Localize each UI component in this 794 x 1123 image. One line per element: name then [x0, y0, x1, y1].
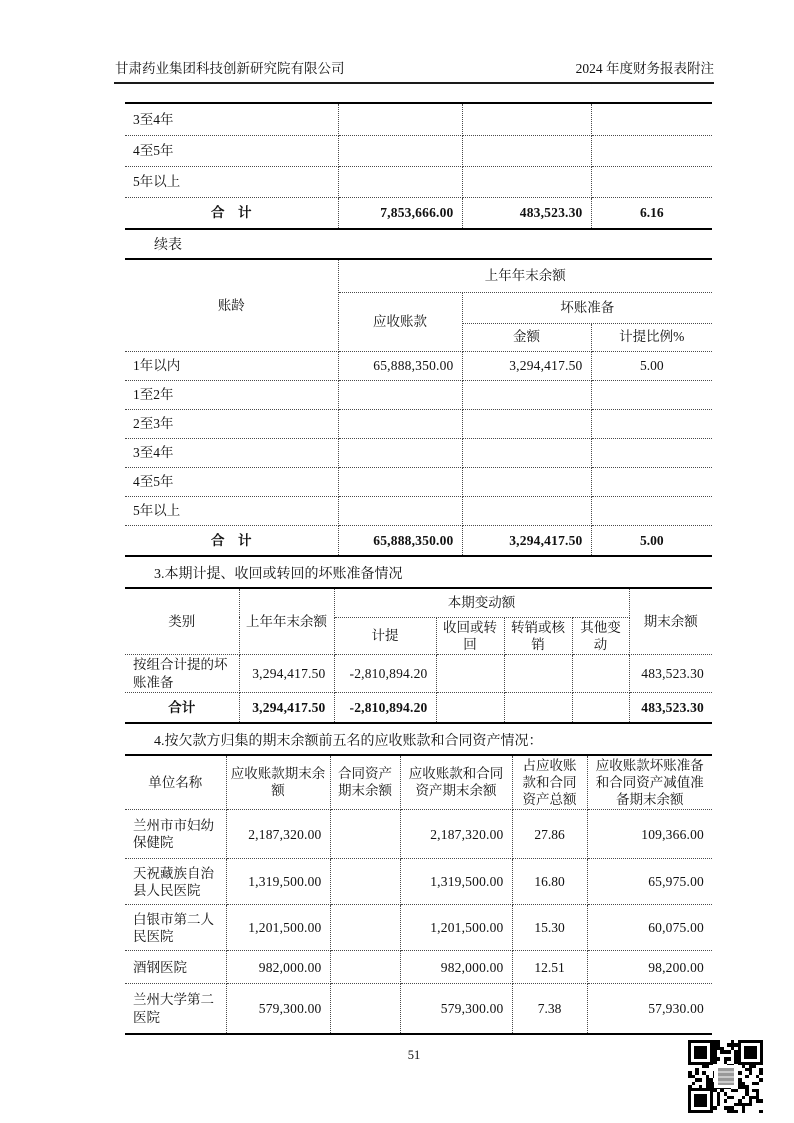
table — [125, 756, 712, 1033]
bad-debt-amount-cell — [462, 166, 591, 197]
accrual-cell: -2,810,894.20 — [334, 655, 436, 693]
bad-debt-amount-cell — [462, 380, 591, 409]
qr-finder-icon — [688, 1040, 713, 1065]
header-company: 甘肃药业集团科技创新研究院有限公司 — [115, 61, 345, 76]
table-row — [125, 351, 712, 380]
col-header-other-change: 其他变动 — [572, 617, 629, 655]
col-header-combined-ending: 应收账款和合同资产期末余额 — [400, 756, 512, 810]
accrual-total-cell: -2,810,894.20 — [334, 693, 436, 722]
unit-name-cell: 兰州大学第二医院 — [125, 984, 226, 1033]
ratio-cell: 5.00 — [591, 351, 712, 380]
percentage-cell: 16.80 — [512, 859, 587, 905]
col-header-ending-balance: 期末余额 — [629, 589, 712, 655]
contract-ending-cell — [330, 984, 400, 1033]
combined-ending-cell: 1,201,500.00 — [400, 905, 512, 951]
other-change-cell — [572, 655, 629, 693]
writeoff-cell — [504, 655, 572, 693]
ratio-total-cell: 5.00 — [591, 525, 712, 555]
ratio-cell — [591, 135, 712, 166]
ar-amount-cell — [338, 166, 462, 197]
col-header-category: 类别 — [125, 589, 239, 655]
table-row — [125, 380, 712, 409]
aging-label-cell: 3至4年 — [125, 438, 338, 467]
col-header-percentage: 占应收账款和合同资产总额 — [512, 756, 587, 810]
percentage-cell: 27.86 — [512, 810, 587, 859]
top-debtors-table — [125, 754, 712, 1035]
bad-debt-amount-cell — [462, 467, 591, 496]
table-row — [125, 655, 712, 693]
col-header-ar-ending: 应收账款期末余额 — [226, 756, 330, 810]
combined-ending-cell: 579,300.00 — [400, 984, 512, 1033]
table-row — [125, 496, 712, 525]
total-label-cell: 合 计 — [125, 525, 338, 555]
aging-label-cell: 2至3年 — [125, 409, 338, 438]
total-row — [125, 693, 712, 722]
table — [125, 260, 712, 555]
col-header-accrual: 计提 — [334, 617, 436, 655]
unit-name-cell: 酒钢医院 — [125, 951, 226, 984]
prior-year-cell: 3,294,417.50 — [239, 655, 334, 693]
table-row — [125, 859, 712, 905]
ratio-cell — [591, 166, 712, 197]
combined-ending-cell: 1,319,500.00 — [400, 859, 512, 905]
combined-ending-cell: 982,000.00 — [400, 951, 512, 984]
ar-amount-cell — [338, 467, 462, 496]
contract-ending-cell — [330, 951, 400, 984]
provision-ending-cell: 98,200.00 — [587, 951, 712, 984]
document-page — [114, 0, 714, 1123]
contract-ending-cell — [330, 810, 400, 859]
header-row — [125, 589, 712, 617]
continuation-note: 续表 — [154, 238, 182, 253]
aging-table-current-continued — [125, 102, 712, 230]
col-header-ar: 应收账款 — [338, 292, 462, 351]
ar-amount-cell: 65,888,350.00 — [338, 351, 462, 380]
total-row — [125, 197, 712, 228]
col-group-bad-debt: 坏账准备 — [462, 292, 712, 323]
total-row — [125, 525, 712, 555]
recover-cell — [436, 655, 504, 693]
aging-label-cell: 1年以内 — [125, 351, 338, 380]
aging-label-cell: 4至5年 — [125, 467, 338, 496]
col-group-prior-year: 上年年末余额 — [338, 260, 712, 292]
header-row — [125, 756, 712, 810]
ar-total-cell: 65,888,350.00 — [338, 525, 462, 555]
col-header-unit-name: 单位名称 — [125, 756, 226, 810]
col-header-aging: 账龄 — [125, 260, 338, 351]
col-header-contract-ending: 合同资产期末余额 — [330, 756, 400, 810]
aging-label-cell: 5年以上 — [125, 496, 338, 525]
col-header-amount: 金额 — [462, 323, 591, 351]
table-row — [125, 467, 712, 496]
other-change-total-cell — [572, 693, 629, 722]
percentage-cell: 15.30 — [512, 905, 587, 951]
ar-amount-cell — [338, 438, 462, 467]
provision-ending-cell: 60,075.00 — [587, 905, 712, 951]
aging-label-cell: 5年以上 — [125, 166, 338, 197]
ar-ending-cell: 579,300.00 — [226, 984, 330, 1033]
ratio-cell — [591, 409, 712, 438]
provision-ending-cell: 109,366.00 — [587, 810, 712, 859]
col-group-period-change: 本期变动额 — [334, 589, 629, 617]
recover-total-cell — [436, 693, 504, 722]
provision-ending-cell: 57,930.00 — [587, 984, 712, 1033]
ratio-cell — [591, 467, 712, 496]
qr-finder-icon — [738, 1040, 763, 1065]
combined-ending-cell: 2,187,320.00 — [400, 810, 512, 859]
ar-ending-cell: 2,187,320.00 — [226, 810, 330, 859]
bad-debt-amount-cell — [462, 438, 591, 467]
bad-debt-amount-cell — [462, 409, 591, 438]
table-row — [125, 438, 712, 467]
provision-movement-table — [125, 587, 712, 724]
section4-title: 4.按欠款方归集的期末余额前五名的应收账款和合同资产情况： — [154, 733, 543, 749]
table-row — [125, 104, 712, 135]
contract-ending-cell — [330, 859, 400, 905]
aging-label-cell: 3至4年 — [125, 104, 338, 135]
ratio-cell — [591, 438, 712, 467]
ratio-cell — [591, 104, 712, 135]
col-header-prior-year: 上年年末余额 — [239, 589, 334, 655]
table-row — [125, 409, 712, 438]
section3-title: 3.本期计提、收回或转回的坏账准备情况 — [154, 567, 403, 582]
ar-amount-cell — [338, 380, 462, 409]
ar-ending-cell: 1,201,500.00 — [226, 905, 330, 951]
ar-ending-cell: 982,000.00 — [226, 951, 330, 984]
qr-finder-icon — [688, 1088, 713, 1113]
col-header-ratio: 计提比例% — [591, 323, 712, 351]
bad-debt-amount-cell: 3,294,417.50 — [462, 351, 591, 380]
aging-label-cell: 4至5年 — [125, 135, 338, 166]
writeoff-total-cell — [504, 693, 572, 722]
prior-year-total-cell: 3,294,417.50 — [239, 693, 334, 722]
bad-debt-total-cell: 483,523.30 — [462, 197, 591, 228]
header-row — [125, 260, 712, 292]
table-row — [125, 951, 712, 984]
table-row — [125, 810, 712, 859]
table-row — [125, 166, 712, 197]
col-header-recover: 收回或转回 — [436, 617, 504, 655]
bad-debt-amount-cell — [462, 135, 591, 166]
ar-amount-cell — [338, 135, 462, 166]
percentage-cell: 12.51 — [512, 951, 587, 984]
table — [125, 104, 712, 228]
bad-debt-amount-cell — [462, 496, 591, 525]
col-header-provision-ending: 应收账款坏账准备和合同资产减值准备期末余额 — [587, 756, 712, 810]
bad-debt-total-cell: 3,294,417.50 — [462, 525, 591, 555]
ar-amount-cell — [338, 496, 462, 525]
table — [125, 589, 712, 722]
ar-ending-cell: 1,319,500.00 — [226, 859, 330, 905]
ar-amount-cell — [338, 104, 462, 135]
table-row — [125, 984, 712, 1033]
bad-debt-amount-cell — [462, 104, 591, 135]
qr-code — [688, 1040, 763, 1113]
aging-table-prior-year — [125, 258, 712, 557]
page-header — [114, 0, 714, 84]
total-label-cell: 合 计 — [125, 197, 338, 228]
ending-balance-total-cell: 483,523.30 — [629, 693, 712, 722]
ar-amount-cell — [338, 409, 462, 438]
unit-name-cell: 兰州市市妇幼保健院 — [125, 810, 226, 859]
unit-name-cell: 天祝藏族自治县人民医院 — [125, 859, 226, 905]
page-number: 51 — [407, 1048, 421, 1062]
contract-ending-cell — [330, 905, 400, 951]
ar-total-cell: 7,853,666.00 — [338, 197, 462, 228]
ending-balance-cell: 483,523.30 — [629, 655, 712, 693]
qr-center-logo — [714, 1065, 738, 1088]
aging-label-cell: 1至2年 — [125, 380, 338, 409]
table-row — [125, 905, 712, 951]
ratio-cell — [591, 496, 712, 525]
header-doc-title: 2024 年度财务报表附注 — [575, 61, 714, 76]
ratio-total-cell: 6.16 — [591, 197, 712, 228]
percentage-cell: 7.38 — [512, 984, 587, 1033]
total-label-cell: 合计 — [125, 693, 239, 722]
unit-name-cell: 白银市第二人民医院 — [125, 905, 226, 951]
ratio-cell — [591, 380, 712, 409]
table-row — [125, 135, 712, 166]
category-label-cell: 按组合计提的坏账准备 — [125, 655, 239, 693]
provision-ending-cell: 65,975.00 — [587, 859, 712, 905]
col-header-writeoff: 转销或核销 — [504, 617, 572, 655]
